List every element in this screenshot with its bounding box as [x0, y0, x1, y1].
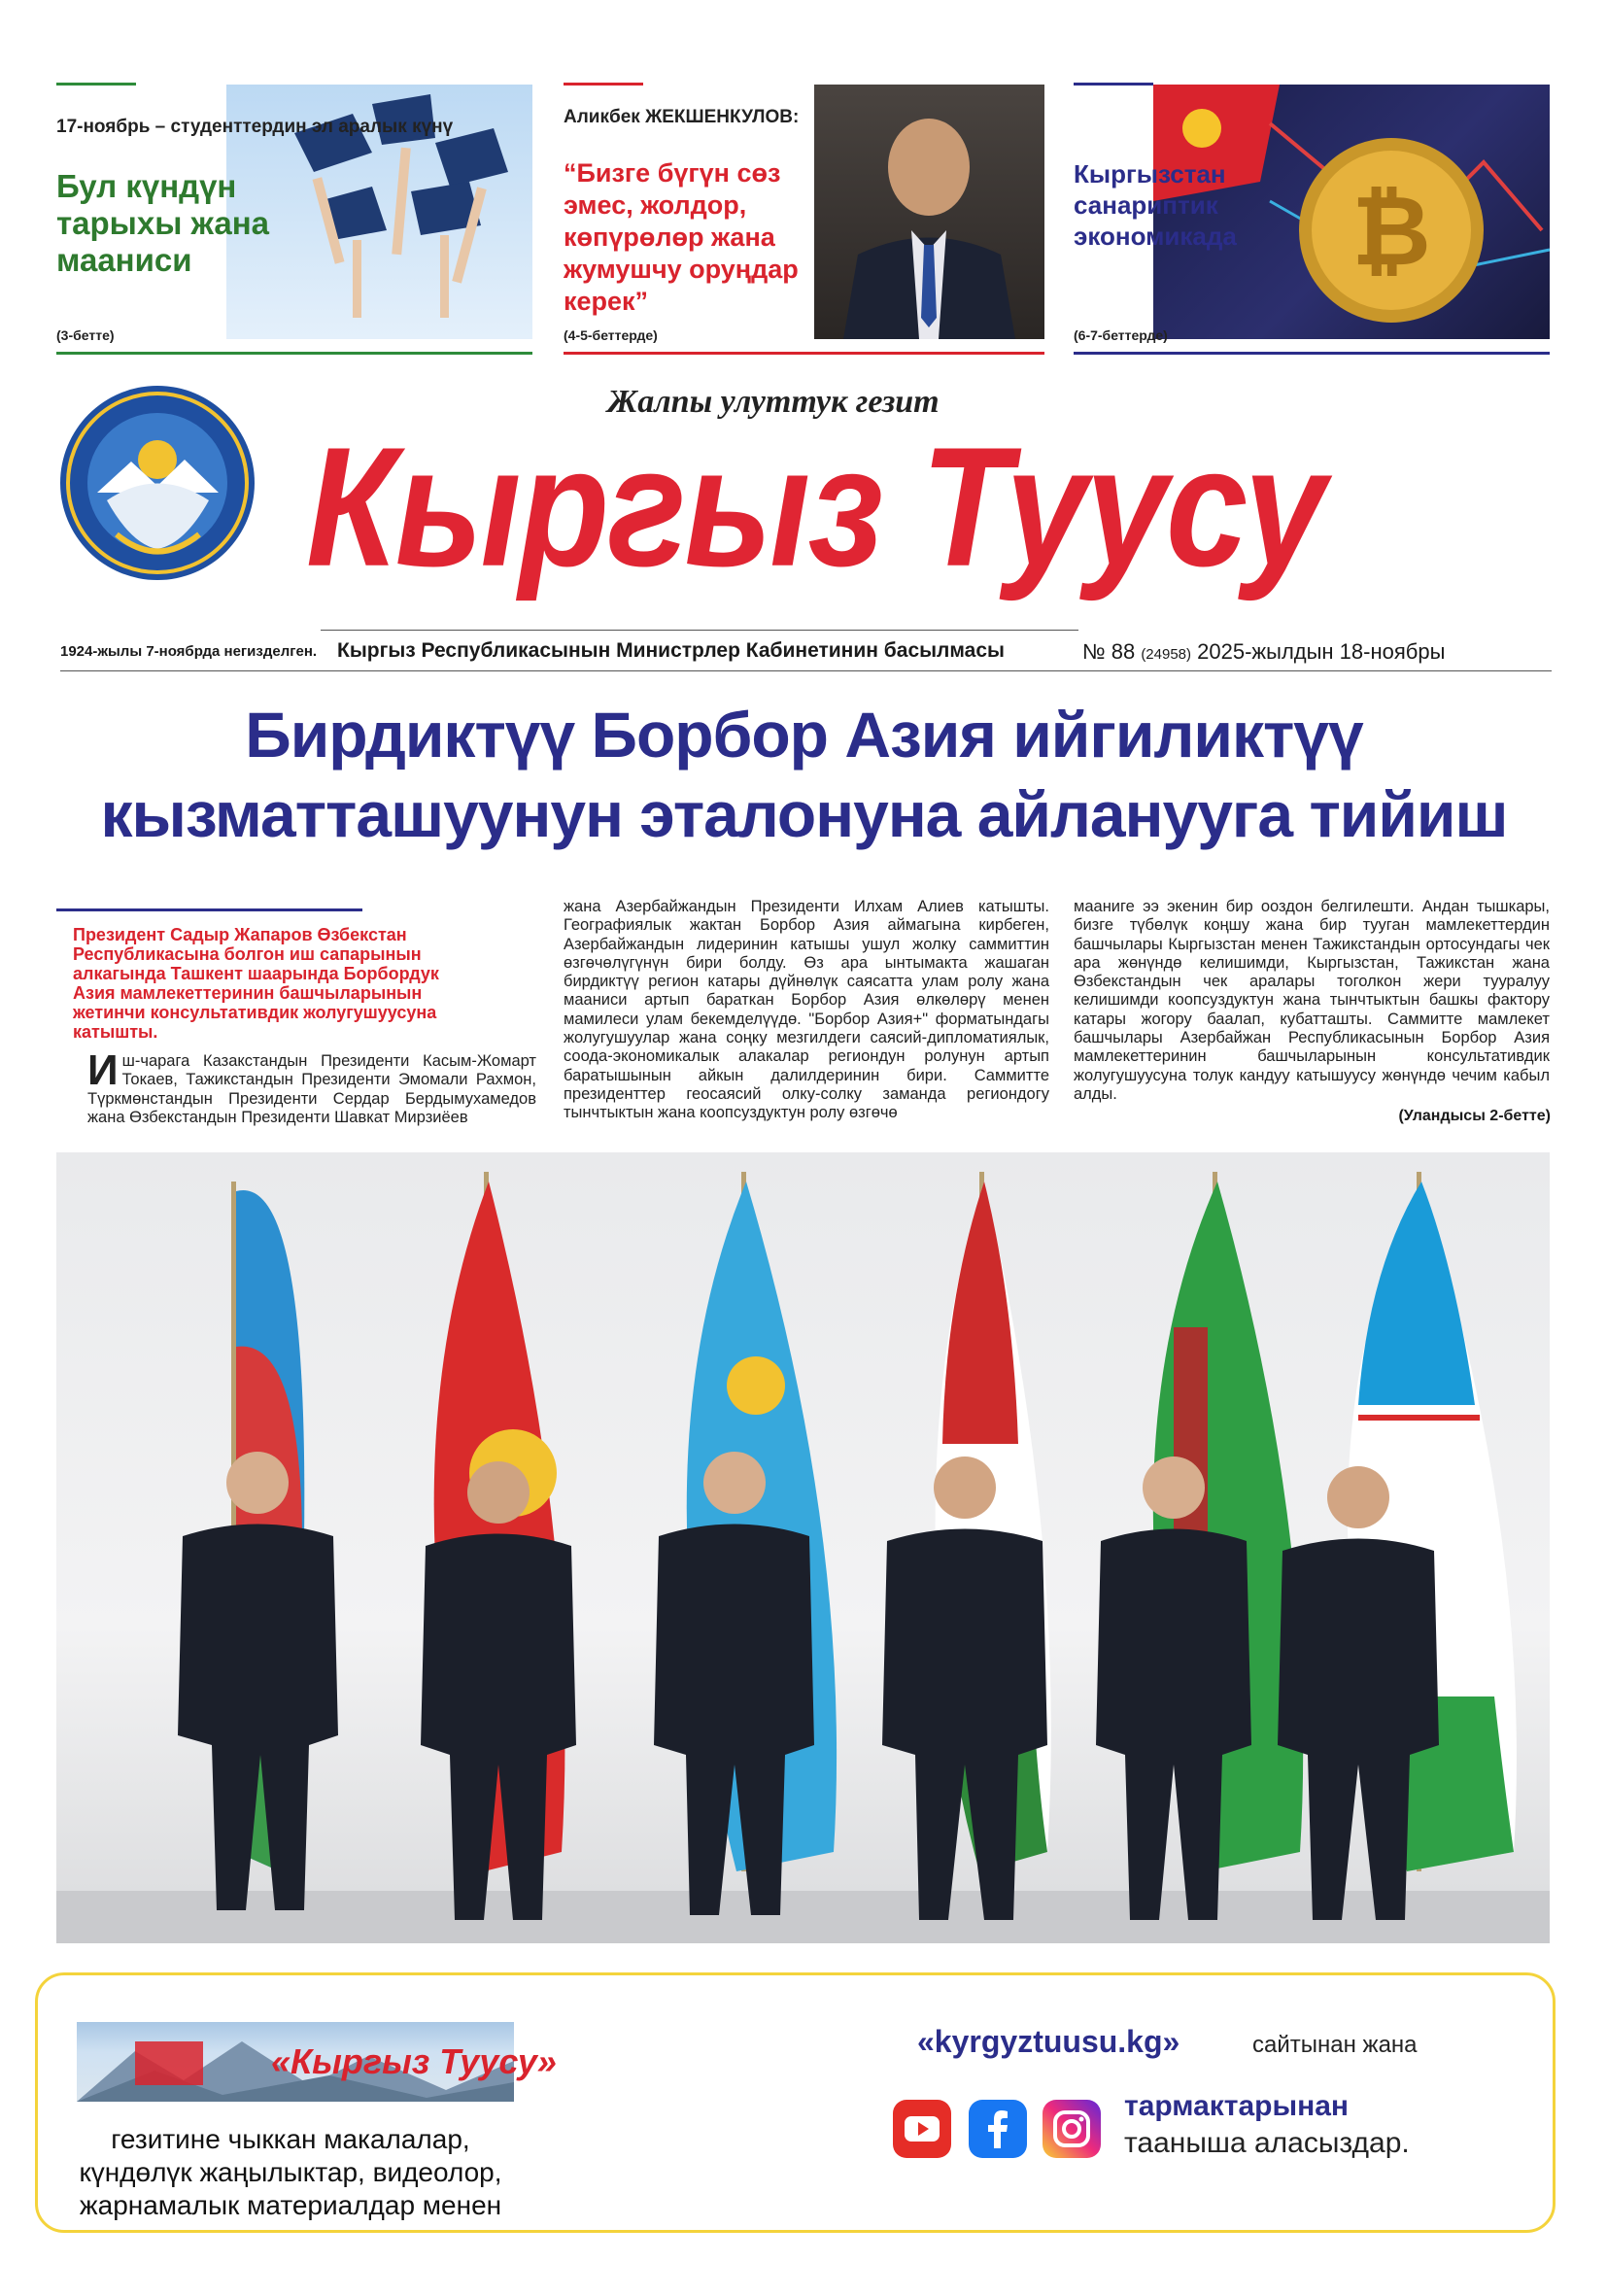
tagline: Жалпы улуттук гезит — [607, 384, 940, 420]
issue-date: 2025-жылдын 18-ноябры — [1197, 639, 1446, 664]
website-link[interactable]: «kyrgyztuusu.kg» — [917, 2024, 1180, 2059]
issue-info — [1082, 639, 1445, 665]
continued-ref[interactable]: (Уландысы 2-бетте) — [1398, 1108, 1551, 1124]
promo-banner — [35, 1972, 1556, 2233]
teaser-kicker: 17-ноябрь – студенттердин эл аралык күнү — [56, 117, 454, 137]
banner-newspaper-thumbnail[interactable] — [77, 2012, 557, 2102]
headline-line-1: Бирдиктүү Борбор Азия ийгиликтүү — [245, 699, 1363, 771]
publisher: Кыргыз Республикасынын Министрлер Кабинетинин басылмасы — [337, 639, 1005, 662]
article-column-2: жана Азербайжандын Президенти Илхам Алиев катышты. Географиялык жактан Борбор Азия аймагына кирбеген, Азербайжандын лидеринин катышы ушул жолку саммиттин өзгөчөлүгүнүн бири болду. Өз ара ынтымакта жашаган бирдиктүү регион катары дүйнөлүк саясатта улам ролу жана мааниси артып бараткан Борбор Азия өлкөлөрү менен мамилеси улам бекемделүүдө. "Борбор Азия+" форматындагы жолугушуулар жана соңку мезгилдеги саясий-дипломатиялык, соода-экономикалык алакалар региондун ролунун артып баратышынын айкын далилдеринин бири. Саммитте президенттер геосаясий олку-солку заманда региондогу тынчтыктын жана коопсуздуктун ролу өзгөчө — [564, 898, 1049, 1122]
teaser-page-ref: (3-бетте) — [56, 327, 115, 343]
teaser-rule-bottom — [56, 352, 532, 355]
masthead-info-bar — [60, 634, 1552, 672]
banner-text-left: гезитине чыккан макалалар, күндөлүк жаңылыктар, видеолор, жарнамалык материалдар менен — [79, 2124, 502, 2220]
teaser-rule-top — [56, 83, 136, 86]
website-suffix: сайтынан жана — [1252, 2032, 1418, 2058]
article-column-3: мааниге ээ экенин бир ооздон белгилешти. Андан тышкары, бизге түбөлүк коңшу жана бир тууган мамлекеттердин башчылары Кыргызстан менен Тажикстандын ортосундагы чек ара жөнүндө келишимди, Кыргызстан, Тажикстан жана Өзбекстандын чек аралары тоголкон жери тууралуу келишимди коопсуздуктун жана тынчтыктын башкы фактору катары жогору баалап, кубатташты. Саммитте мамлекет башчылары Азербайжан Республикасынын Борбор Азия мамлекеттеринин башчыларынын консультативдик жолугушуусуна толук кандуу катышуусу жөнүндө чечим кабыл алды. — [1074, 898, 1550, 1103]
teaser-interview[interactable] — [564, 83, 1044, 355]
teaser-rule-top — [564, 83, 643, 86]
teaser-page-ref: (6-7-беттерде) — [1074, 327, 1168, 343]
drop-cap: И — [87, 1046, 119, 1094]
teaser-headline[interactable]: Бул күндүн тарыхы жана мааниси — [56, 168, 269, 278]
instagram-icon[interactable] — [1043, 2100, 1101, 2158]
banner-mini-logo: «Кыргыз Туусу» — [271, 2041, 557, 2081]
youtube-icon[interactable] — [893, 2100, 951, 2158]
lead-rule — [56, 908, 362, 911]
teaser-rule-bottom — [1074, 352, 1550, 355]
issue-number: № 88 — [1082, 639, 1136, 664]
teaser-rule-top — [1074, 83, 1153, 86]
column-1-text: ш-чарага Казакстандын Президенти Касым-Жомарт Токаев, Тажикстандын Президенти Эмомали Рахмон, Түркмөнстандын Президенти Сердар Бердымухамедов жана Өзбекстандын Президенти Шавкат Мирзиёев — [87, 1052, 536, 1126]
teaser-headline[interactable]: Кыргызстан санариптик экономикада — [1074, 159, 1237, 251]
founded-date: 1924-жылы 7-ноябрда негизделген. — [60, 643, 318, 660]
masthead-rule — [321, 630, 1078, 631]
social-text-line-1: тармактарынан — [1124, 2090, 1350, 2122]
masthead-rule-bottom — [60, 670, 1552, 671]
headline-line-2: кызматташуунун эталонуна айланууга тийиш — [100, 778, 1508, 850]
newspaper-logo[interactable]: Кыргыз Туусу — [306, 412, 1325, 602]
teaser-rule-bottom — [564, 352, 1044, 355]
teaser-headline[interactable]: “Бизге бүгүн сөз эмес, жолдор, көпүрөлөр жана жумушчу оруңдар керек” — [564, 158, 799, 316]
svg-text:₿: ₿ — [1351, 174, 1431, 288]
summit-photo — [56, 1152, 1550, 1943]
main-headline[interactable] — [49, 695, 1559, 854]
teaser-page-ref: (4-5-беттерде) — [564, 327, 658, 343]
state-emblem-icon — [58, 384, 257, 583]
article-column-1 — [87, 1046, 536, 1127]
teaser-kicker: Аликбек ЖЕКШЕНКУЛОВ: — [564, 107, 800, 127]
facebook-icon[interactable] — [969, 2100, 1027, 2158]
teaser-photo-portrait — [814, 85, 1044, 339]
social-text-line-2: тааныша аласыздар. — [1124, 2127, 1410, 2159]
issue-total: (24958) — [1141, 646, 1192, 663]
article-lead: Президент Садыр Жапаров Өзбекстан Республикасына болгон иш сапарынын алкагында Ташкент шаарында Борбордук Азия мамлекеттеринин башчыларынын жетинчи консультативдик жолугушуусуна катышты. — [73, 925, 439, 1042]
teaser-digital-economy[interactable] — [1074, 83, 1550, 355]
teaser-student-day[interactable] — [56, 83, 532, 355]
